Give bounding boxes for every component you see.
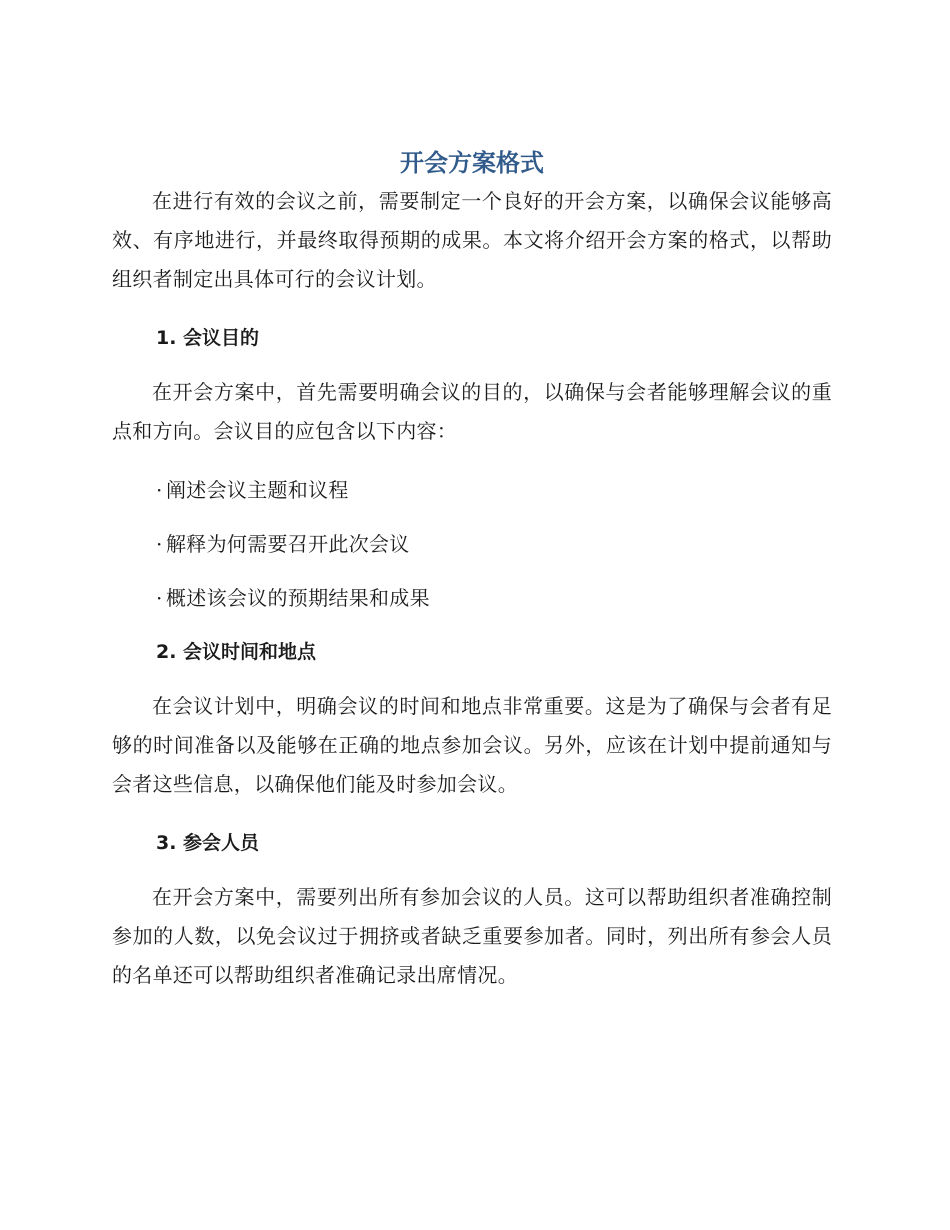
bullet-text: 阐述会议主题和议程 [166, 478, 349, 502]
bullet-item [156, 583, 832, 613]
bullet-item [156, 529, 832, 559]
bullet-list [112, 475, 832, 613]
section-body: 在会议计划中，明确会议的时间和地点非常重要。这是为了确保与会者有足够的时间准备以及能够在正确的地点参加会议。另外，应该在计划中提前通知与会者这些信息，以确保他们能及时参加会议。 [112, 694, 832, 796]
bullet-text: 概述该会议的预期结果和成果 [166, 586, 430, 610]
bullet-item [156, 475, 832, 505]
section-body: 在开会方案中，首先需要明确会议的目的，以确保与会者能够理解会议的重点和方向。会议目的应包含以下内容： [112, 380, 832, 443]
section-attendees [112, 828, 832, 995]
bullet-dot-icon: · [156, 586, 163, 610]
section-heading: 2. 会议时间和地点 [156, 641, 317, 663]
bullet-dot-icon: · [156, 478, 163, 502]
intro-paragraph: 在进行有效的会议之前，需要制定一个良好的开会方案，以确保会议能够高效、有序地进行，并最终取得预期的成果。本文将介绍开会方案的格式，以帮助组织者制定出具体可行的会议计划。 [112, 189, 832, 291]
bullet-dot-icon: · [156, 532, 163, 556]
section-heading: 1. 会议目的 [156, 327, 260, 349]
section-time-location [112, 637, 832, 804]
document-page [112, 146, 832, 995]
section-purpose [112, 323, 832, 613]
document-title: 开会方案格式 [400, 149, 544, 177]
section-heading: 3. 参会人员 [156, 832, 260, 854]
section-body: 在开会方案中，需要列出所有参加会议的人员。这可以帮助组织者准确控制参加的人数，以免会议过于拥挤或者缺乏重要参加者。同时，列出所有参会人员的名单还可以帮助组织者准确记录出席情况。 [112, 885, 832, 987]
bullet-text: 解释为何需要召开此次会议 [166, 532, 410, 556]
